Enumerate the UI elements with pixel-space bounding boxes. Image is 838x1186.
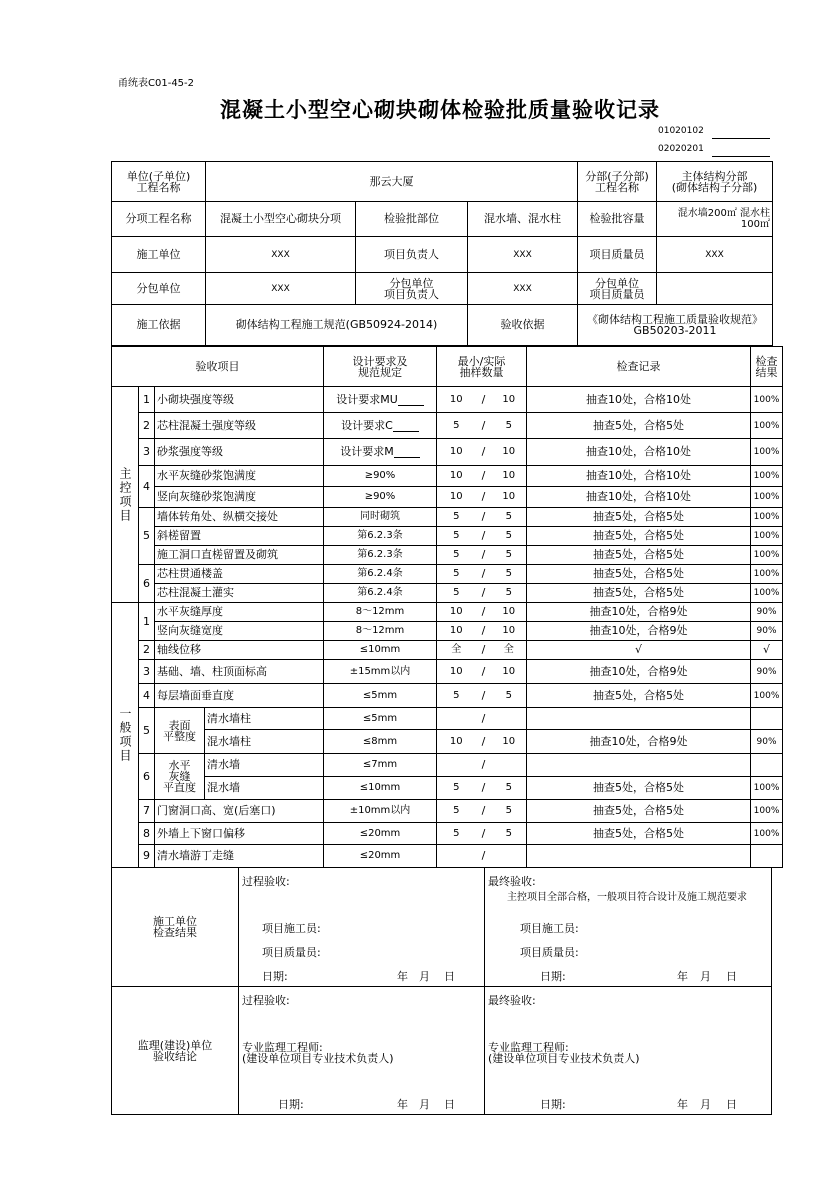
item-actual: 5	[492, 508, 527, 527]
sub-pm-value: XXX	[468, 273, 578, 305]
sub-value: XXX	[206, 273, 356, 305]
item-actual: 5	[492, 584, 527, 603]
worker-label: 项目施工员:	[262, 922, 321, 935]
slash: /	[476, 660, 492, 684]
date-label: 日期:	[540, 1098, 566, 1111]
slash: /	[476, 845, 492, 868]
code-1: 01020102	[658, 126, 704, 136]
item-min: 10	[437, 730, 476, 754]
accept-basis-label: 验收依据	[468, 305, 578, 346]
qm-label: 项目质量员:	[262, 946, 321, 959]
item-min: 10	[437, 439, 476, 466]
slash: /	[476, 777, 492, 800]
qm-label: 项目质量员	[578, 237, 657, 273]
item-design: 8～12mm	[324, 622, 437, 641]
item-result	[751, 845, 783, 868]
item-min: 10	[437, 622, 476, 641]
item-result: 100%	[751, 387, 783, 413]
year-label: 年	[397, 970, 408, 983]
item-design: 第6.2.3条	[324, 527, 437, 546]
item-record: 抽查10处，合格9处	[527, 660, 751, 684]
qm-label: 项目质量员:	[520, 946, 579, 959]
construction-check-section	[111, 868, 772, 987]
item-no: 2	[139, 413, 155, 439]
item-no: 1	[139, 387, 155, 413]
item-name: 水平灰缝厚度	[155, 603, 324, 622]
item-design: ≤10mm	[324, 777, 437, 800]
item-name: 清水墙游丁走缝	[155, 845, 324, 868]
item-name: 斜槎留置	[155, 527, 324, 546]
item-record	[527, 754, 751, 777]
item-record: 抽查5处，合格5处	[527, 565, 751, 584]
slash: /	[476, 800, 492, 823]
item-no: 6	[139, 754, 155, 800]
item-name: 芯柱混凝土强度等级	[155, 413, 324, 439]
blank-underline	[398, 395, 424, 406]
construction-check-label: 施工单位 检查结果	[153, 915, 197, 939]
item-no: 3	[139, 439, 155, 466]
item-record: 抽查10处，合格10处	[527, 487, 751, 508]
slash: /	[476, 413, 492, 439]
item-design: ±15mm以内	[324, 660, 437, 684]
item-name: 施工洞口直槎留置及砌筑	[155, 546, 324, 565]
item-min: 5	[437, 823, 476, 845]
final-label: 最终验收:	[488, 875, 536, 888]
item-min	[437, 845, 476, 868]
engineer-label: 专业监理工程师:	[242, 1041, 323, 1054]
item-name: 清水墙	[205, 754, 324, 777]
item-name: 混水墙	[205, 777, 324, 800]
item-actual: 全	[492, 641, 527, 660]
month-label: 月	[419, 1098, 430, 1111]
day-label: 日	[726, 970, 737, 983]
item-name: 门窗洞口高、宽(后塞口)	[155, 800, 324, 823]
item-result: 100%	[751, 800, 783, 823]
slash: /	[476, 708, 492, 730]
item-actual: 5	[492, 823, 527, 845]
item-no: 6	[139, 565, 155, 603]
item-actual: 10	[492, 730, 527, 754]
division-value: 主体结构分部 (砌体结构子分部)	[657, 162, 773, 202]
sub-qm-label: 分包单位 项目质量员	[578, 273, 657, 305]
slash: /	[476, 546, 492, 565]
item-record: 抽查5处，合格5处	[527, 413, 751, 439]
item-result	[751, 708, 783, 730]
item-min: 5	[437, 800, 476, 823]
slash: /	[476, 684, 492, 708]
item-name: 混水墙柱	[205, 730, 324, 754]
slash: /	[476, 508, 492, 527]
item-record: 抽查10处，合格10处	[527, 439, 751, 466]
basis-label: 施工依据	[112, 305, 206, 346]
item-min: 5	[437, 413, 476, 439]
subitem-value: 混凝土小型空心砌块分项	[206, 202, 356, 237]
head-record: 检查记录	[527, 347, 751, 387]
item-no: 4	[139, 684, 155, 708]
supervision-label: 监理(建设)单位 验收结论	[137, 1038, 213, 1063]
item-group: 水平 灰缝 平直度	[155, 754, 205, 800]
item-result: 100%	[751, 487, 783, 508]
constructor-value: XXX	[206, 237, 356, 273]
owner-label: (建设单位项目专业技术负责人)	[242, 1052, 394, 1065]
month-label: 月	[700, 1098, 711, 1111]
item-result	[751, 754, 783, 777]
item-no: 1	[139, 603, 155, 641]
item-name: 竖向灰缝砂浆饱满度	[155, 487, 324, 508]
day-label: 日	[444, 1098, 455, 1111]
item-design: ≤20mm	[324, 845, 437, 868]
item-result: 90%	[751, 660, 783, 684]
item-no: 5	[139, 708, 155, 754]
sub-pm-label: 分包单位 项目负责人	[356, 273, 468, 305]
item-min: 5	[437, 684, 476, 708]
slash: /	[476, 527, 492, 546]
capacity-label: 检验批容量	[578, 202, 657, 237]
head-item: 验收项目	[112, 347, 324, 387]
item-actual	[492, 754, 527, 777]
day-label: 日	[444, 970, 455, 983]
item-result: 90%	[751, 622, 783, 641]
head-result: 检查 结果	[751, 347, 783, 387]
supervision-label-cell	[112, 987, 239, 1114]
item-actual: 5	[492, 777, 527, 800]
item-design: 第6.2.4条	[324, 565, 437, 584]
item-name: 小砌块强度等级	[155, 387, 324, 413]
subitem-label: 分项工程名称	[112, 202, 206, 237]
item-record	[527, 845, 751, 868]
code-2-line	[712, 145, 770, 157]
qm-value: XXX	[657, 237, 773, 273]
item-result: 100%	[751, 527, 783, 546]
item-design: ±10mm以内	[324, 800, 437, 823]
blank-underline	[393, 421, 419, 432]
item-min: 10	[437, 387, 476, 413]
item-design: ≤20mm	[324, 823, 437, 845]
month-label: 月	[700, 970, 711, 983]
item-min: 5	[437, 527, 476, 546]
divider	[484, 987, 485, 1114]
main-items-label: 主控项目	[112, 387, 139, 603]
item-design: ≤10mm	[324, 641, 437, 660]
item-min: 5	[437, 565, 476, 584]
slash: /	[476, 565, 492, 584]
slash: /	[476, 730, 492, 754]
item-design: 8～12mm	[324, 603, 437, 622]
code-2: 02020201	[658, 144, 704, 154]
item-actual: 5	[492, 684, 527, 708]
item-name: 砂浆强度等级	[155, 439, 324, 466]
supervision-section	[111, 987, 772, 1115]
year-label: 年	[397, 1098, 408, 1111]
basis-value: 砌体结构工程施工规范(GB50924-2014)	[206, 305, 468, 346]
general-items-label: 一般项目	[112, 603, 139, 868]
item-actual: 5	[492, 413, 527, 439]
item-name: 基础、墙、柱顶面标高	[155, 660, 324, 684]
sub-label: 分包单位	[112, 273, 206, 305]
item-name: 墙体转角处、纵横交接处	[155, 508, 324, 527]
item-result: 100%	[751, 466, 783, 487]
item-min: 10	[437, 660, 476, 684]
item-min: 全	[437, 641, 476, 660]
page-title: 混凝土小型空心砌块砌体检验批质量验收记录	[220, 97, 660, 122]
item-result: √	[751, 641, 783, 660]
item-result: 100%	[751, 584, 783, 603]
item-min	[437, 708, 476, 730]
capacity-value: 混水墙200㎡ 混水柱 100㎡	[657, 202, 773, 237]
slash: /	[476, 754, 492, 777]
info-table	[111, 161, 773, 346]
item-design: ≤8mm	[324, 730, 437, 754]
slash: /	[476, 466, 492, 487]
item-actual: 10	[492, 603, 527, 622]
item-no: 4	[139, 466, 155, 508]
item-result: 100%	[751, 508, 783, 527]
item-design: ≤5mm	[324, 708, 437, 730]
code-1-line	[712, 127, 770, 139]
item-result: 100%	[751, 823, 783, 845]
item-name: 水平灰缝砂浆饱满度	[155, 466, 324, 487]
item-record	[527, 708, 751, 730]
item-no: 2	[139, 641, 155, 660]
blank-underline	[394, 447, 420, 458]
item-no: 7	[139, 800, 155, 823]
item-min: 10	[437, 603, 476, 622]
accept-basis-value: 《砌体结构工程施工质量验收规范》 GB50203-2011	[578, 305, 773, 346]
item-min: 10	[437, 466, 476, 487]
item-result: 100%	[751, 684, 783, 708]
item-record: 抽查5处，合格5处	[527, 823, 751, 845]
item-no: 3	[139, 660, 155, 684]
item-design: 设计要求C	[324, 413, 437, 439]
item-min: 10	[437, 487, 476, 508]
item-name: 外墙上下窗口偏移	[155, 823, 324, 845]
items-table	[111, 346, 783, 868]
item-result: 100%	[751, 413, 783, 439]
process-label: 过程验收:	[242, 875, 290, 888]
item-name: 芯柱贯通楼盖	[155, 565, 324, 584]
slash: /	[476, 603, 492, 622]
item-name: 竖向灰缝宽度	[155, 622, 324, 641]
item-record: 抽查10处，合格9处	[527, 603, 751, 622]
pm-label: 项目负责人	[356, 237, 468, 273]
item-name: 轴线位移	[155, 641, 324, 660]
item-name: 清水墙柱	[205, 708, 324, 730]
item-no: 5	[139, 508, 155, 565]
item-record: 抽查5处，合格5处	[527, 684, 751, 708]
month-label: 月	[419, 970, 430, 983]
item-min: 5	[437, 777, 476, 800]
slash: /	[476, 439, 492, 466]
item-actual	[492, 845, 527, 868]
item-result: 100%	[751, 546, 783, 565]
item-record: 抽查5处，合格5处	[527, 508, 751, 527]
item-design: 第6.2.3条	[324, 546, 437, 565]
item-record: 抽查5处，合格5处	[527, 584, 751, 603]
item-group: 表面 平整度	[155, 708, 205, 754]
engineer-label: 专业监理工程师:	[488, 1041, 569, 1054]
final-label: 最终验收:	[488, 994, 536, 1007]
item-actual: 10	[492, 387, 527, 413]
item-actual	[492, 708, 527, 730]
slash: /	[476, 823, 492, 845]
item-design: ≤5mm	[324, 684, 437, 708]
item-design: 设计要求M	[324, 439, 437, 466]
item-actual: 10	[492, 466, 527, 487]
unit-label: 单位(子单位) 工程名称	[112, 162, 206, 202]
final-text: 主控项目全部合格，一般项目符合设计及施工规范要求	[507, 892, 747, 903]
year-label: 年	[677, 970, 688, 983]
item-design: ≥90%	[324, 487, 437, 508]
divider	[484, 868, 485, 986]
slash: /	[476, 387, 492, 413]
item-record: √	[527, 641, 751, 660]
item-design: 第6.2.4条	[324, 584, 437, 603]
location-label: 检验批部位	[356, 202, 468, 237]
item-actual: 5	[492, 527, 527, 546]
item-design: 设计要求MU	[324, 387, 437, 413]
head-sample: 最小/实际 抽样数量	[437, 347, 527, 387]
item-no: 9	[139, 845, 155, 868]
item-result: 100%	[751, 439, 783, 466]
day-label: 日	[726, 1098, 737, 1111]
item-actual: 10	[492, 439, 527, 466]
owner-label: (建设单位项目专业技术负责人)	[488, 1052, 640, 1065]
item-record: 抽查5处，合格5处	[527, 546, 751, 565]
item-record: 抽查10处，合格10处	[527, 387, 751, 413]
slash: /	[476, 584, 492, 603]
sub-qm-value	[657, 273, 773, 305]
slash: /	[476, 622, 492, 641]
item-record: 抽查5处，合格5处	[527, 777, 751, 800]
item-name: 芯柱混凝土灌实	[155, 584, 324, 603]
date-label: 日期:	[278, 1098, 304, 1111]
item-min: 5	[437, 584, 476, 603]
item-design: ≥90%	[324, 466, 437, 487]
head-design: 设计要求及 规范规定	[324, 347, 437, 387]
item-actual: 10	[492, 660, 527, 684]
item-actual: 5	[492, 565, 527, 584]
division-label: 分部(子分部) 工程名称	[578, 162, 657, 202]
slash: /	[476, 641, 492, 660]
item-actual: 10	[492, 622, 527, 641]
item-record: 抽查10处，合格9处	[527, 622, 751, 641]
item-design: ≤7mm	[324, 754, 437, 777]
item-actual: 10	[492, 487, 527, 508]
constructor-label: 施工单位	[112, 237, 206, 273]
item-result: 100%	[751, 777, 783, 800]
item-record: 抽查10处，合格10处	[527, 466, 751, 487]
item-design: 同时砌筑	[324, 508, 437, 527]
item-record: 抽查5处，合格5处	[527, 527, 751, 546]
item-min: 5	[437, 546, 476, 565]
item-result: 100%	[751, 565, 783, 584]
date-label: 日期:	[540, 970, 566, 983]
item-record: 抽查10处，合格9处	[527, 730, 751, 754]
form-code: 甬统表C01-45-2	[118, 78, 195, 89]
slash: /	[476, 487, 492, 508]
item-actual: 5	[492, 800, 527, 823]
item-result: 90%	[751, 730, 783, 754]
item-min: 5	[437, 508, 476, 527]
year-label: 年	[677, 1098, 688, 1111]
construction-check-label-cell	[112, 868, 239, 986]
item-min	[437, 754, 476, 777]
item-actual: 5	[492, 546, 527, 565]
location-value: 混水墙、混水柱	[468, 202, 578, 237]
worker-label: 项目施工员:	[520, 922, 579, 935]
pm-value: XXX	[468, 237, 578, 273]
date-label: 日期:	[262, 970, 288, 983]
item-record: 抽查5处，合格5处	[527, 800, 751, 823]
item-result: 90%	[751, 603, 783, 622]
unit-value: 那云大厦	[206, 162, 578, 202]
process-label: 过程验收:	[242, 994, 290, 1007]
item-name: 每层墙面垂直度	[155, 684, 324, 708]
item-no: 8	[139, 823, 155, 845]
